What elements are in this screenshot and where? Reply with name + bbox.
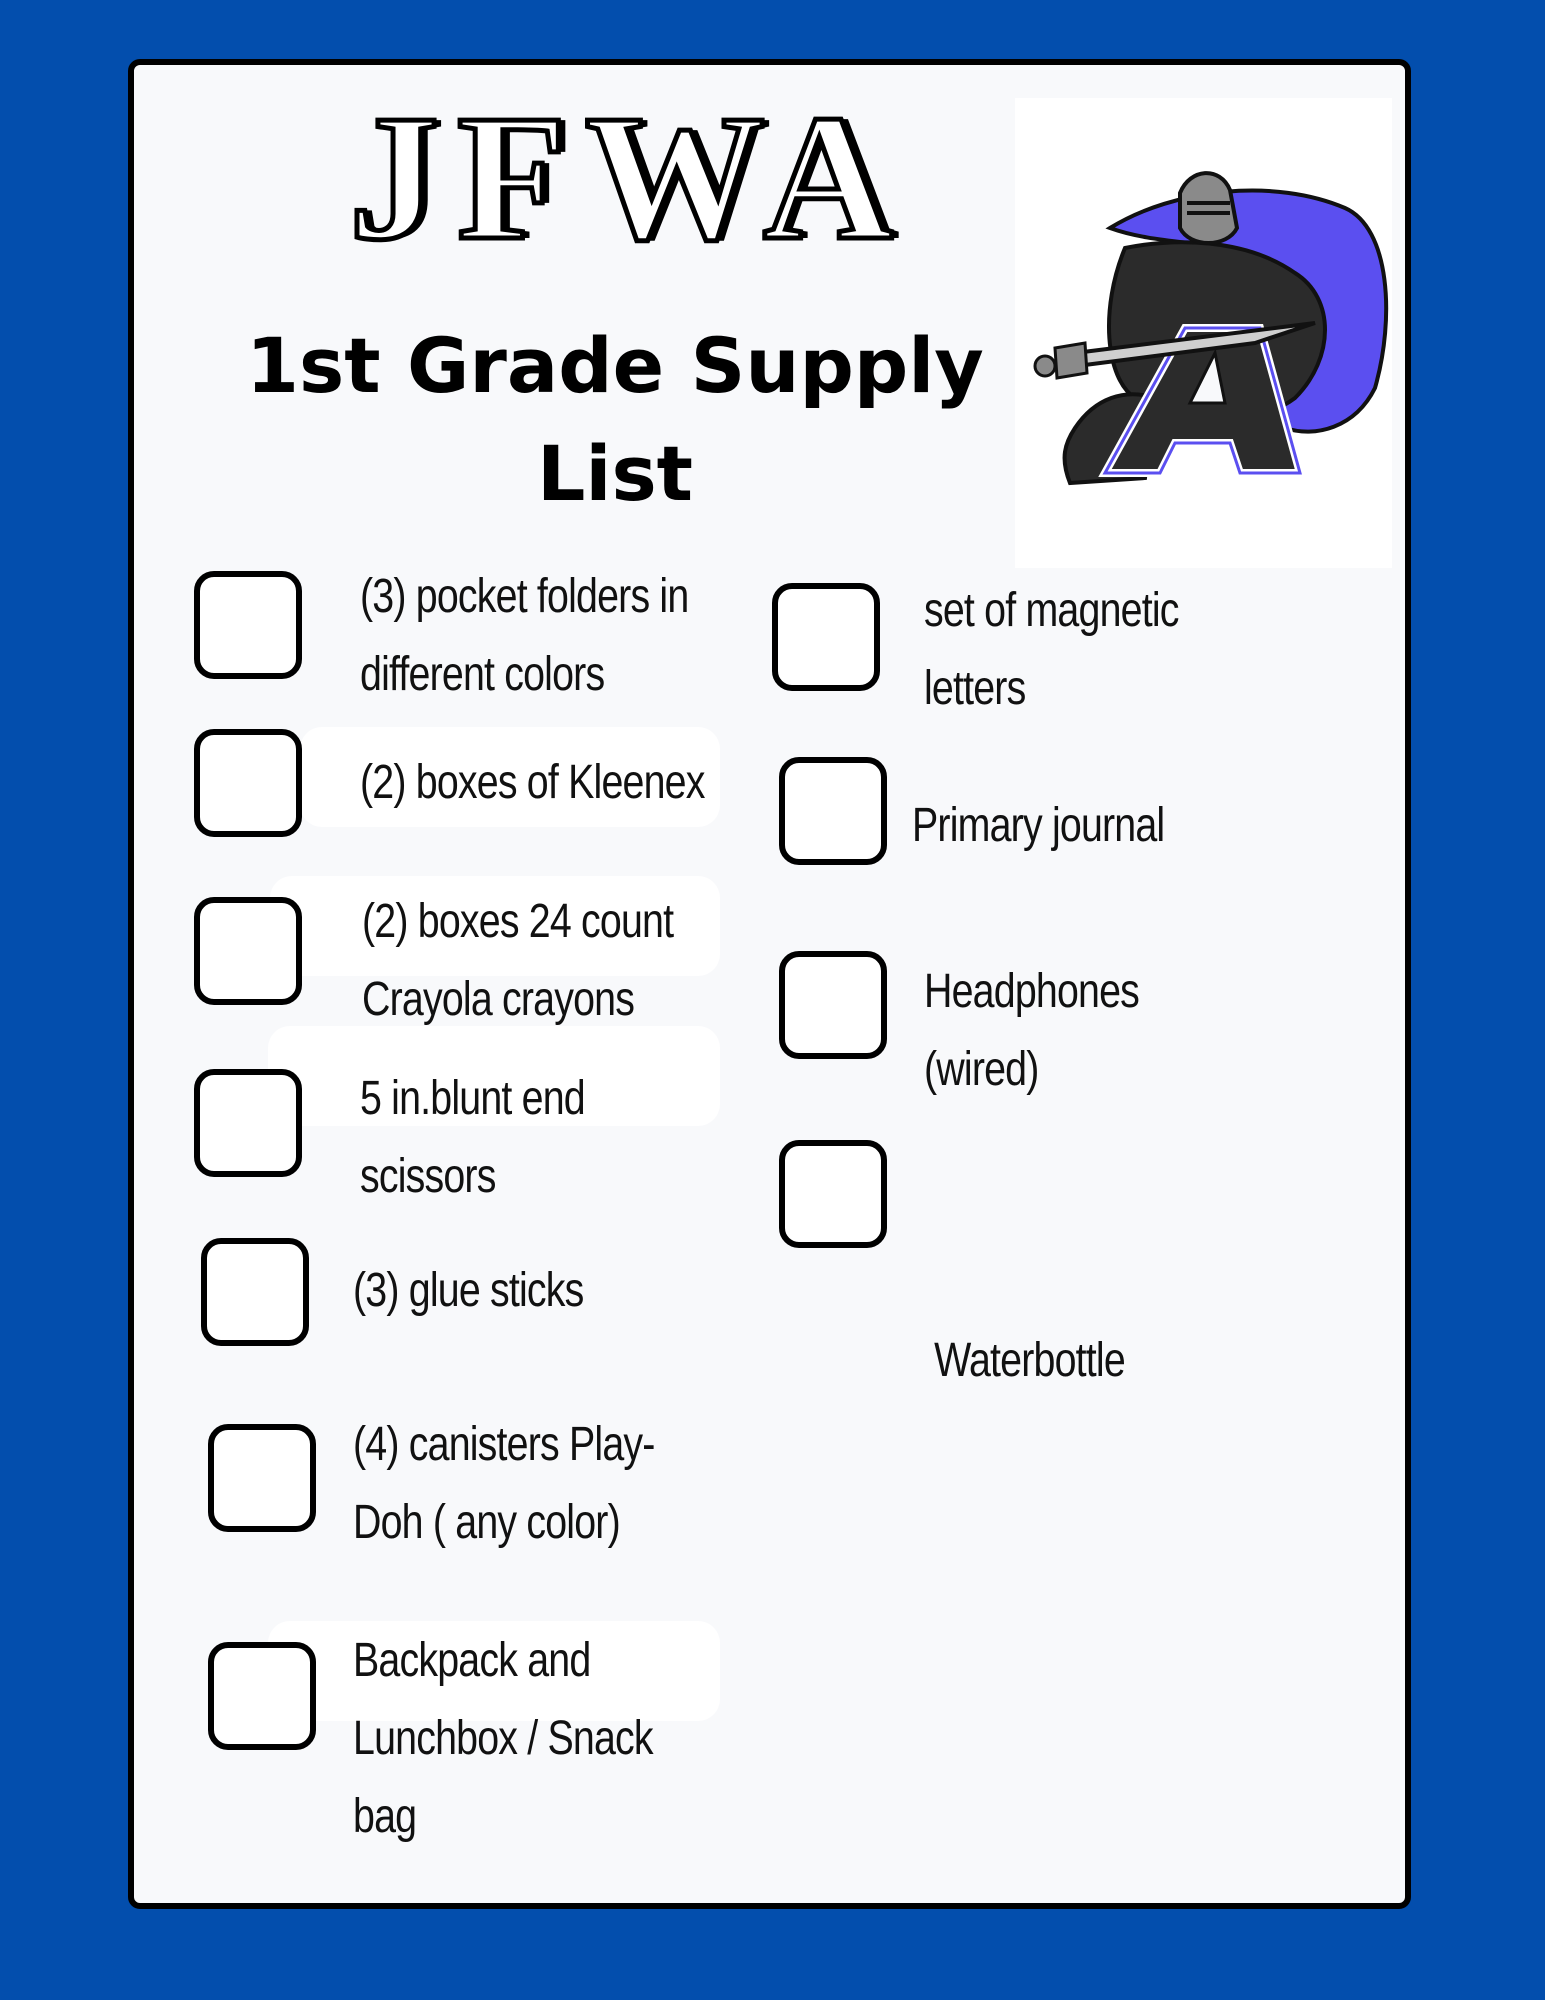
knight-mascot-icon — [1015, 98, 1392, 568]
list-item-text: bag — [353, 1790, 417, 1843]
checkbox-waterbottle[interactable] — [779, 1140, 887, 1248]
list-item-text: (2) boxes of Kleenex — [360, 756, 705, 809]
list-item-kleenex — [360, 744, 705, 822]
checkbox-play-doh[interactable] — [208, 1424, 316, 1532]
list-item-play-doh — [353, 1406, 655, 1562]
list-item-text: (3) glue sticks — [353, 1264, 584, 1317]
checkbox-pocket-folders[interactable] — [194, 571, 302, 679]
list-item-text: (2) boxes 24 count — [362, 895, 674, 948]
checkbox-scissors[interactable] — [194, 1069, 302, 1177]
list-item-text: scissors — [360, 1150, 496, 1203]
checkbox-primary-journal[interactable] — [779, 757, 887, 865]
page-title-line-1: 1st Grade Supply — [246, 321, 984, 410]
list-item-scissors — [360, 1060, 585, 1216]
list-item-primary-journal — [912, 787, 1164, 865]
list-item-text: letters — [924, 662, 1026, 715]
list-item-magnetic-letters — [924, 572, 1179, 728]
list-item-text: Doh ( any color) — [353, 1496, 620, 1549]
checkbox-magnetic-letters[interactable] — [772, 583, 880, 691]
page-title-line-2: List — [536, 429, 694, 518]
list-item-text: (wired) — [924, 1043, 1039, 1096]
list-item-text: Backpack and — [353, 1634, 591, 1687]
list-item-text: set of magnetic — [924, 584, 1179, 637]
list-item-text: Headphones — [924, 965, 1140, 1018]
list-item-glue-sticks — [353, 1252, 583, 1330]
page-title — [230, 312, 1000, 528]
list-item-pocket-folders — [360, 558, 688, 714]
list-item-text: Waterbottle — [924, 1334, 1125, 1387]
list-item-crayons — [362, 883, 673, 1039]
list-item-text: Crayola crayons — [362, 973, 635, 1026]
list-item-text: Primary journal — [912, 799, 1165, 852]
checkbox-backpack[interactable] — [208, 1642, 316, 1750]
list-item-text: (3) pocket folders in — [360, 570, 689, 623]
list-item-text: different colors — [360, 648, 605, 701]
checkbox-glue-sticks[interactable] — [201, 1238, 309, 1346]
checkbox-crayons[interactable] — [194, 897, 302, 1005]
list-item-headphones — [924, 953, 1139, 1109]
list-item-text: 5 in.blunt end — [360, 1072, 585, 1125]
school-title: JFWA — [349, 78, 911, 277]
list-item-text: Lunchbox / Snack — [353, 1712, 653, 1765]
checkbox-headphones[interactable] — [779, 951, 887, 1059]
list-item-text: (4) canisters Play- — [353, 1418, 655, 1471]
checkbox-kleenex[interactable] — [194, 729, 302, 837]
list-item-waterbottle — [924, 1166, 1125, 1478]
list-item-backpack — [353, 1622, 653, 1856]
